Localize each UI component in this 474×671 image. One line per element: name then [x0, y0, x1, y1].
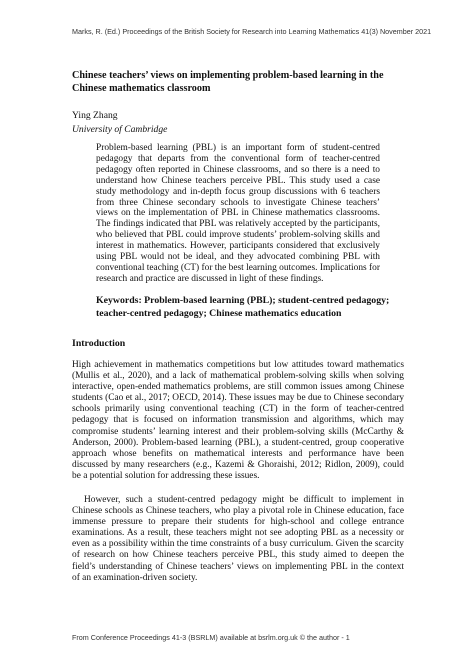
abstract-line: Problem-based learning (PBL) is an important form of student-centred — [96, 143, 380, 153]
abstract-line: study methodology and in-depth focus group discussions with 6 teachers — [96, 186, 380, 197]
keywords-line: teacher-centred pedagogy; Chinese mathematics education — [96, 307, 342, 319]
body-line: High achievement in mathematics competitions but low attitudes toward mathematics — [72, 360, 404, 370]
body-line: of research on how Chinese teachers perceive PBL, this study aimed to deepen the — [72, 550, 404, 561]
body-line: pedagogy that is focused on information transmission and algorithms, which may — [72, 415, 404, 426]
body-line: Chinese schools as Chinese teachers, who play a pivotal role in Chinese education, face — [72, 506, 404, 517]
introduction-paragraph-2 — [72, 495, 404, 584]
paper-title: Chinese teachers’ views on implementing problem-based learning in the Chinese mathematics classroom — [72, 70, 384, 94]
body-line: schools primarily using conventional teaching (CT) in the form of teacher-centred — [72, 404, 404, 415]
body-line: However, such a student-centred pedagogy might be difficult to implement in — [84, 495, 404, 505]
body-line: students (Cao et al., 2017; OECD, 2014). These issues may be due to Chinese secondary — [72, 393, 405, 404]
body-line: examinations. As a result, these teachers might not see adopting PBL as a necessity or — [72, 528, 404, 539]
abstract-line: who believed that PBL could improve students’ problem-solving skills and — [96, 230, 380, 241]
abstract — [96, 143, 380, 285]
body-line: be a potential solution for addressing these issues. — [72, 470, 260, 481]
abstract-line: pedagogy that departs from the conventional form of teacher-centred — [96, 153, 380, 164]
abstract-line: pedagogy often reported in Chinese classrooms, and so there is a need to — [96, 164, 380, 175]
abstract-line: conventional teaching (CT) for the best learning outcomes. Implications for — [96, 262, 380, 273]
body-line: field’s understanding of Chinese teachers’ views on implementing PBL in the context — [72, 561, 404, 572]
section-heading-introduction: Introduction — [72, 338, 126, 349]
body-line: immense pressure to prepare their students for high-school and college entrance — [72, 517, 404, 528]
author-name: Ying Zhang — [72, 110, 118, 121]
body-line: discussed by many researchers (e.g., Kazemi & Ghoraishi, 2012; Ridlon, 2009), could — [72, 459, 404, 470]
abstract-line: using PBL would not be ideal, and they advocated combining PBL with — [96, 252, 380, 263]
author-affiliation: University of Cambridge — [72, 124, 168, 135]
body-line: interactive, open-ended mathematics problems, are still common issues among Chinese — [72, 382, 404, 393]
page-footer: From Conference Proceedings 41-3 (BSRLM) available at bsrlm.org.uk © the author - 1 — [72, 633, 350, 642]
body-line: compromise students’ learning interest and their problem-solving skills (McCarthy & — [72, 426, 404, 437]
body-line: Anderson, 2000). Problem-based learning (PBL), a student-centred, group cooperative — [72, 437, 404, 448]
body-line: of an examination-driven society. — [72, 572, 198, 583]
abstract-line: interest in mathematics. However, participants considered that exclusively — [96, 241, 380, 252]
keywords-line: Keywords: Problem-based learning (PBL); student-centred pedagogy; — [96, 295, 390, 306]
abstract-line: from three Chinese secondary schools to investigate Chinese teachers’ — [96, 197, 380, 208]
body-line: even as a possibility within the time constraints of a busy curriculum. Given the scarcity — [72, 539, 404, 550]
body-line: approach whose benefits on mathematical interests and performance have been — [72, 448, 404, 459]
running-head: Marks, R. (Ed.) Proceedings of the British Society for Research into Learning Mathematics 41(3) November 2021 — [72, 27, 432, 36]
abstract-line: The findings indicated that PBL was relatively accepted by the participants, — [96, 219, 380, 230]
body-line: (Mullis et al., 2020), and a lack of mathematical problem-solving skills when solving — [72, 371, 404, 382]
abstract-line: views on the implementation of PBL in Chinese mathematics classrooms. — [96, 208, 380, 219]
abstract-line: research and practice are discussed in light of these findings. — [96, 273, 324, 284]
introduction-paragraph-1 — [72, 360, 404, 482]
keywords — [96, 295, 396, 320]
abstract-line: understand how Chinese teachers perceive PBL. This study used a case — [96, 175, 380, 186]
